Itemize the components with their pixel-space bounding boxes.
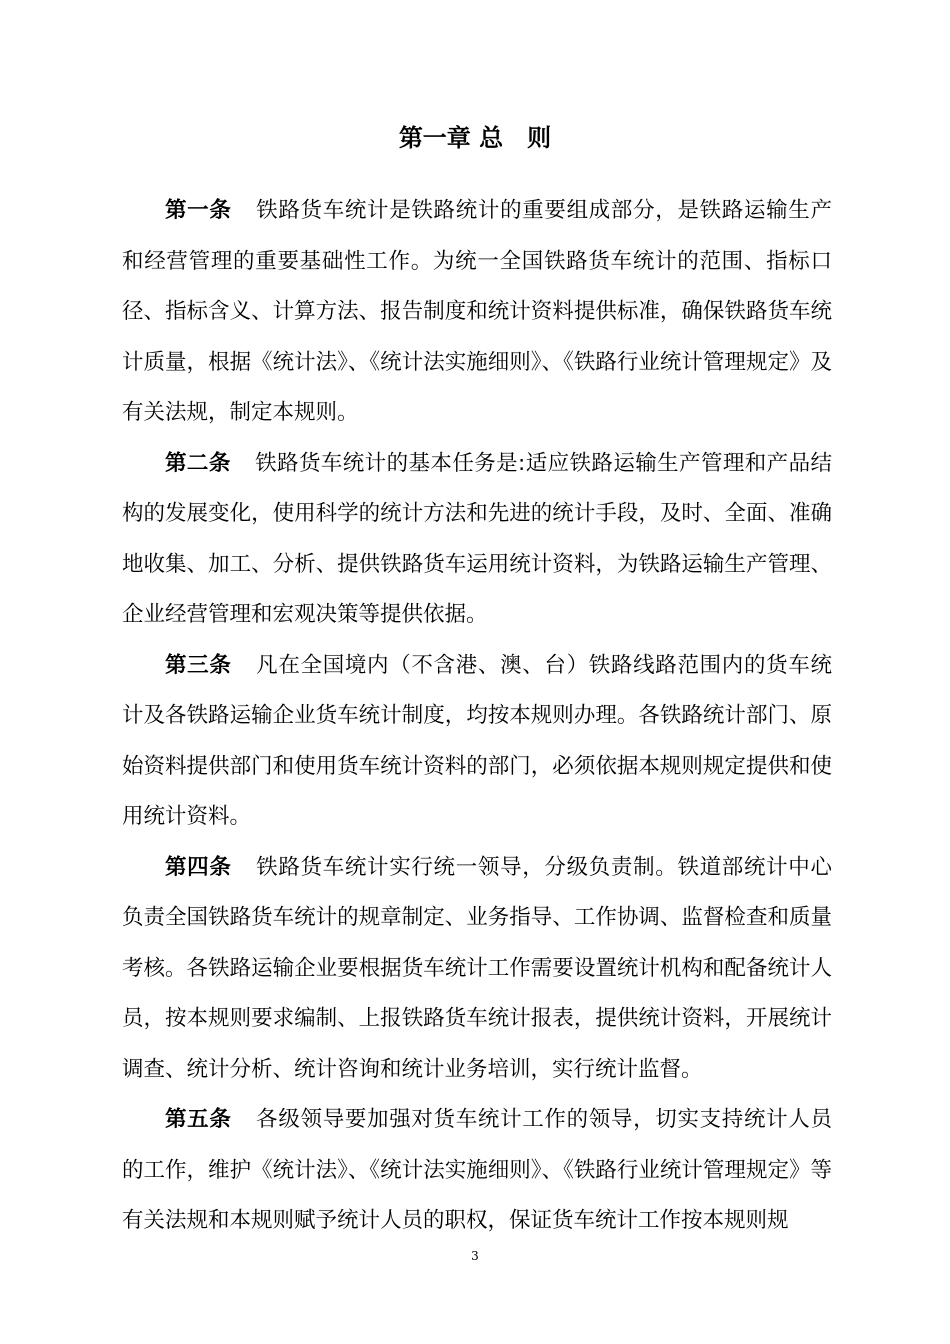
page-number: 3 [471, 1249, 479, 1263]
article-1 [122, 186, 832, 439]
article-5 [122, 1095, 832, 1247]
article-number: 第三条 [165, 652, 232, 678]
article-list [122, 186, 832, 1247]
article-3 [122, 641, 832, 843]
chapter-title: 第一章 总 则 [398, 124, 552, 152]
article-text: 铁路货车统计是铁路统计的重要组成部分，是铁路运输生产和经营管理的重要基础性工作。为统一全国铁路货车统计的范围、指标口径、指标含义、计算方法、报告制度和统计资料提供标准，确保铁路货车统计质量，根据《统计法》、《统计法实施细则》、《铁路行业统计管理规定》及有关法规，制定本规则。 [122, 198, 832, 425]
article-number: 第二条 [165, 450, 231, 476]
article-text: 铁路货车统计的基本任务是:适应铁路运输生产管理和产品结构的发展变化，使用科学的统计方法和先进的统计手段，及时、全面、准确地收集、加工、分析、提供铁路货车运用统计资料，为铁路运输生产管理、企业经营管理和宏观决策等提供依据。 [122, 450, 832, 627]
article-number: 第五条 [165, 1107, 232, 1132]
article-text: 凡在全国境内（不含港、澳、台）铁路线路范围内的货车统计及各铁路运输企业货车统计制度，均按本规则办理。各铁路统计部门、原始资料提供部门和使用货车统计资料的部门，必须依据本规则规定提供和使用统计资料。 [122, 652, 832, 829]
article-number: 第一条 [165, 198, 232, 223]
article-2 [122, 439, 832, 641]
article-number: 第四条 [165, 854, 232, 880]
article-text: 铁路货车统计实行统一领导，分级负责制。铁道部统计中心负责全国铁路货车统计的规章制定、业务指导、工作协调、监督检查和质量考核。各铁路运输企业要根据货车统计工作需要设置统计机构和配备统计人员，按本规则要求编制、上报铁路货车统计报表，提供统计资料，开展统计调查、统计分析、统计咨询和统计业务培训，实行统计监督。 [122, 854, 832, 1082]
article-text: 各级领导要加强对货车统计工作的领导，切实支持统计人员的工作，维护《统计法》、《统计法实施细则》、《铁路行业统计管理规定》等有关法规和本规则赋予统计人员的职权，保证货车统计工作按本规则规 [122, 1107, 832, 1233]
article-4 [122, 843, 832, 1096]
